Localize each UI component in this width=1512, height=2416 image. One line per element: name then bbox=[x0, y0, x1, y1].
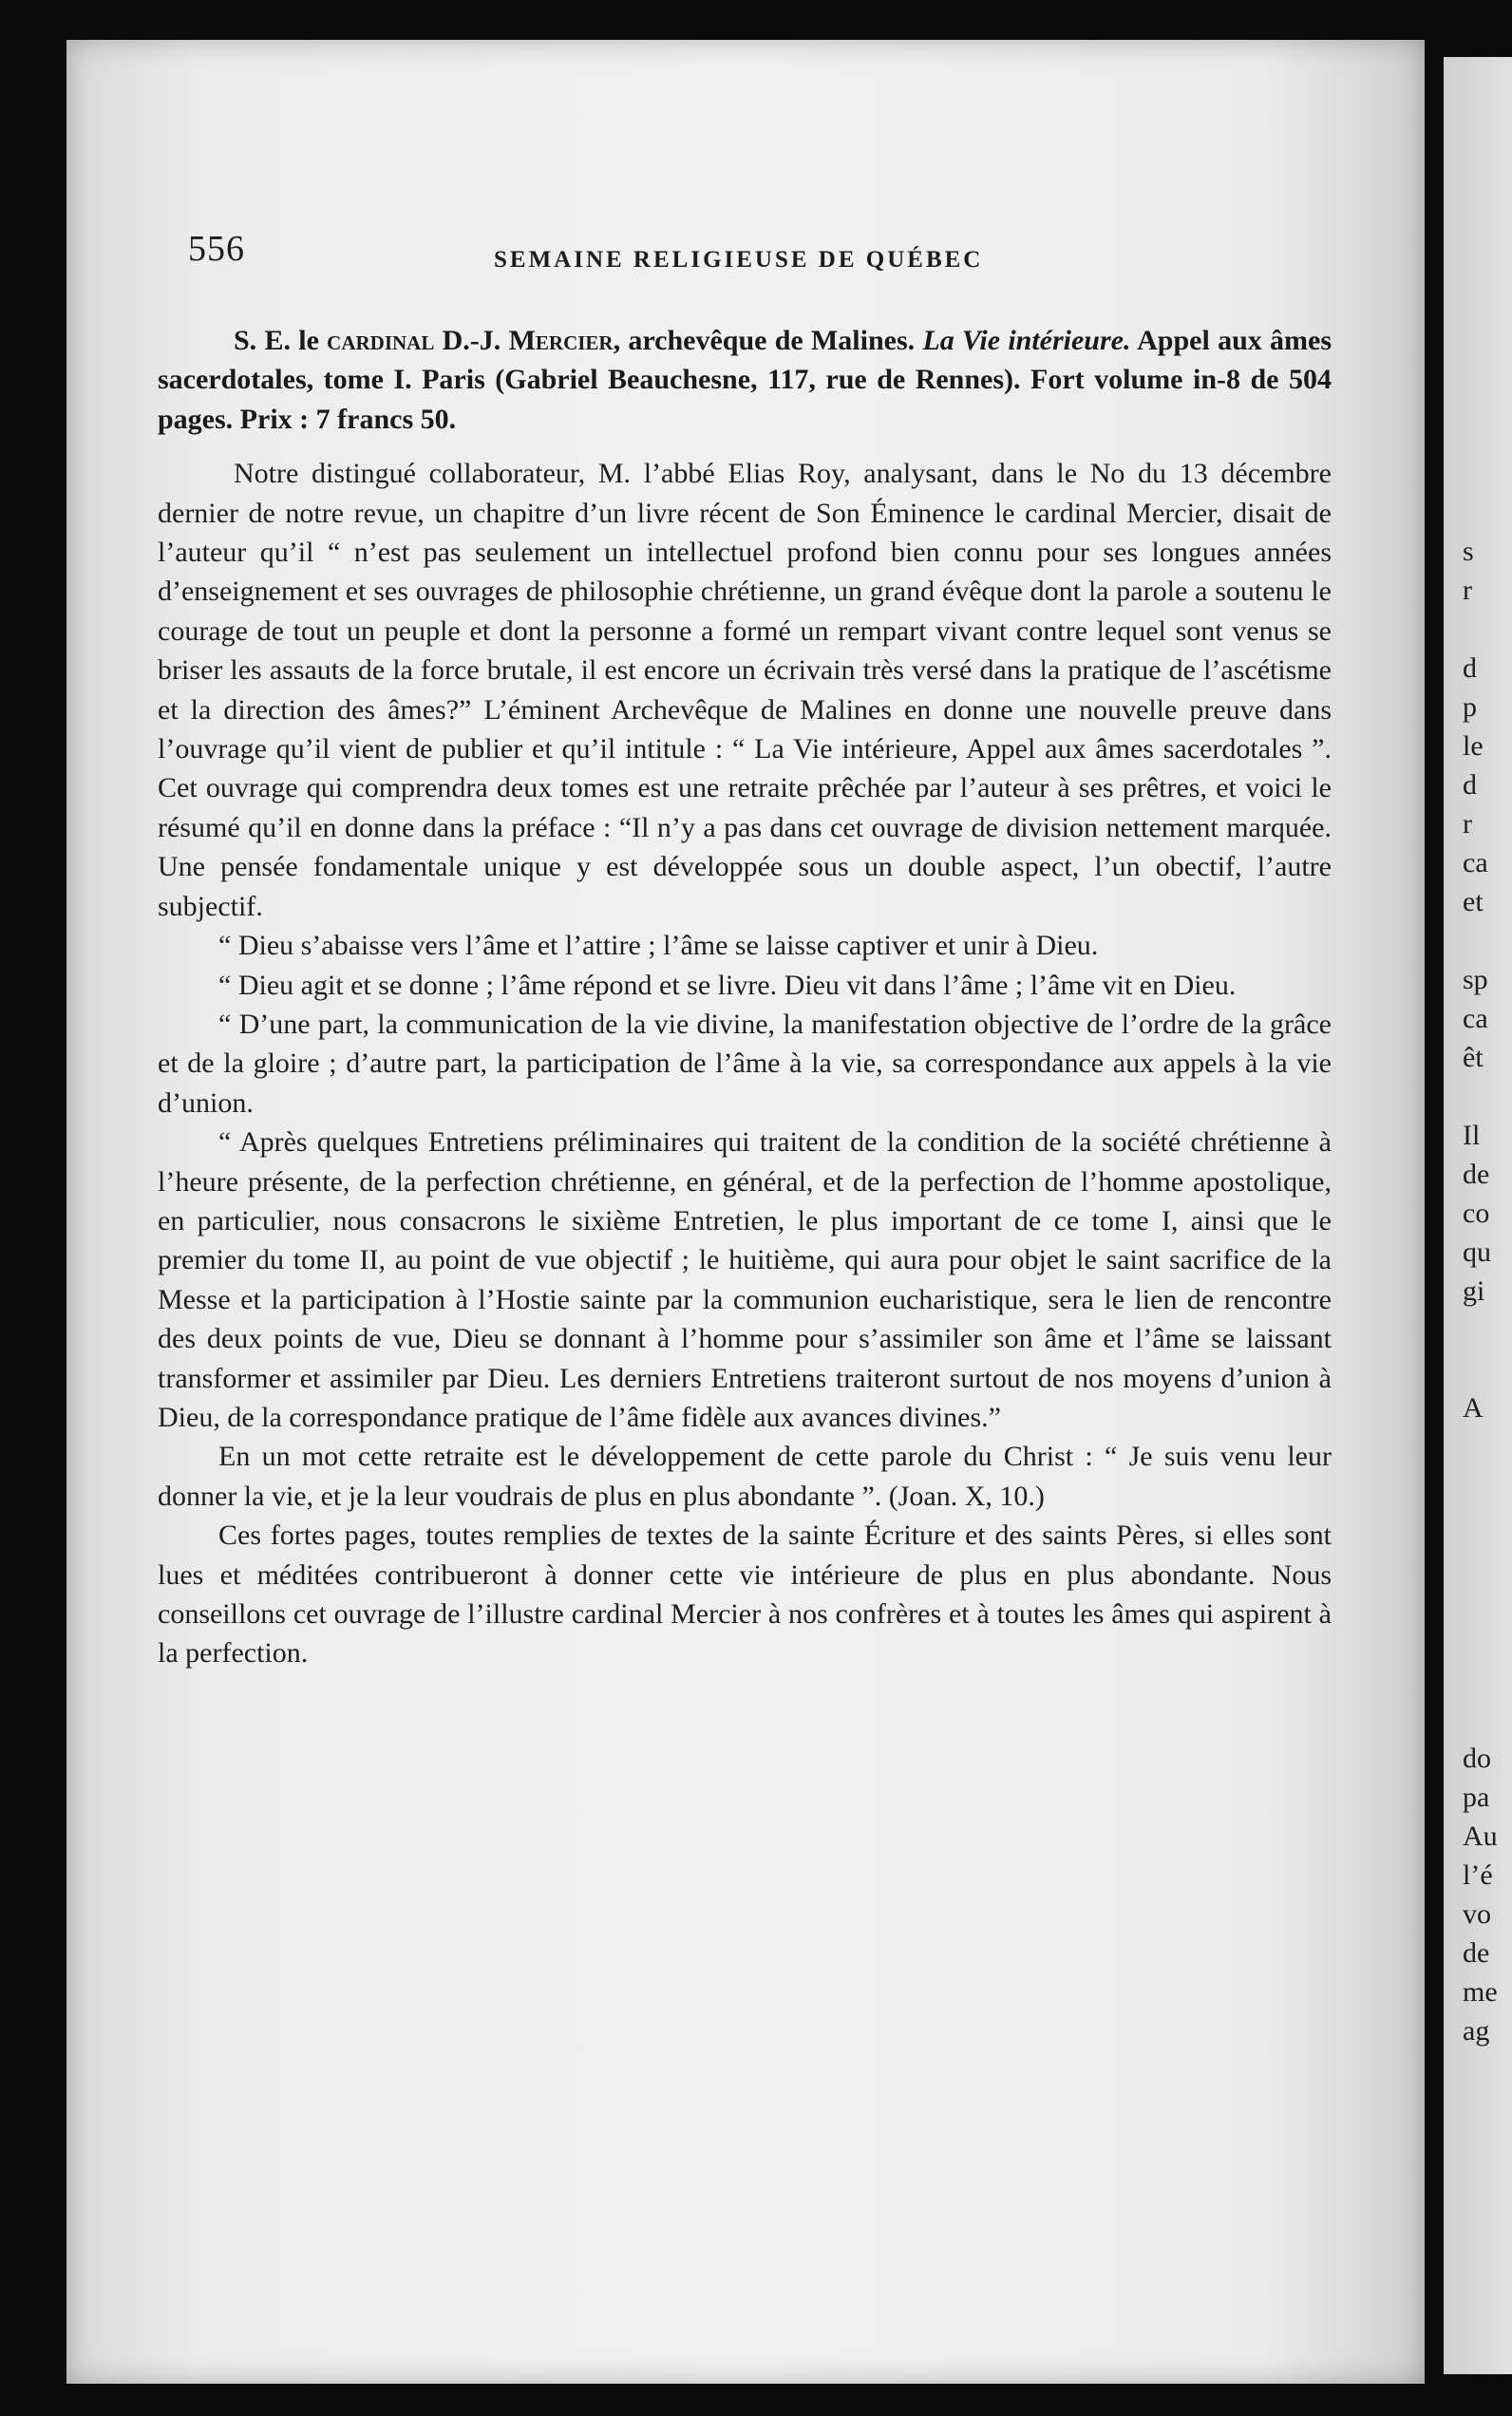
paragraph: “ Après quelques Entretiens préliminaires qui traitent de la condition de la société chrétienne à l’heure présente, de la perfection chrétienne, en général, et de la perfection de l’homme apostolique, en particulier, nous consacrons le sixième Entretien, le plus important de ce tome I, ainsi que le premier du tome II, au point de vue objectif ; le huitième, qui aura pour objet le saint sacrifice de la Messe et la participation à l’Hostie sainte par la communion eucharistique, sera le lien de rencontre des deux points de vue, Dieu se donnant à l’homme pour s’assimiler son âme et l’âme se laissant transformer et assimiler par Dieu. Les derniers Entretiens traiteront surtout de nos moyens d’union à Dieu, de la correspondance pratique de l’âme fidèle aux avances divines.” bbox=[158, 1126, 1332, 1433]
paragraph: Notre distingué collaborateur, M. l’abbé Elias Roy, analysant, dans le No du 13 décembre dernier de notre revue, un chapitre d’un livre récent de Son Éminence le cardinal Mercier, disait de l’auteur qu’il “ n’est pas seulement un intellectuel profond bien connu pour ses longues années d’enseignement et ses ouvrages de philosophie chrétienne, un grand évêque dont la parole a soutenu le courage de tout un peuple et dont la personne a formé un rempart vivant contre lequel sont venus se briser les assauts de la force brutale, il est encore un écrivain très versé dans la pratique de l’ascétisme et la direction des âmes?” L’éminent Archevêque de Malines en donne une nouvelle preuve dans l’ouvrage qu’il vient de publier et qu’il intitule : “ La Vie intérieure, Appel aux âmes sacerdotales ”. Cet ouvrage qui comprendra deux tomes est une retraite prêchée par l’auteur à ses prêtres, et voici le résumé qu’il en donne dans la préface : “Il n’y a pas dans cet ouvrage de division nettement marquée. Une pensée fondamentale unique y est développée sous un double aspect, l’un obectif, l’autre subjectif. bbox=[158, 458, 1332, 922]
paragraph: En un mot cette retraite est le développement de cette parole du Christ : “ Je suis venu leur donner la vie, et je la leur voudrais de plus en plus abondante ”. (Joan. X, 10.) bbox=[158, 1441, 1332, 1512]
book-reference: S. E. le cardinal D.-J. Mercier, archevêque de Malines. La Vie intérieure. Appel aux âmes sacerdotales, tome I. Paris (Gabriel Beauchesne, 117, rue de Rennes). Fort volume in-8 de 504 pages. Prix : 7 francs 50. bbox=[158, 325, 1332, 435]
adjacent-page-text: s r d p le d r ca et sp ca êt Il de co qu gi A do pa Au l’é vo de me ag bbox=[1463, 536, 1498, 2047]
article-body bbox=[158, 321, 1332, 1673]
book-title: La Vie intérieure. bbox=[922, 325, 1131, 356]
paragraph: Ces fortes pages, toutes remplies de textes de la sainte Écriture et des saints Pères, si elles sont lues et méditées contribueront à donner cette vie intérieure de plus en plus abondante. Nous conseillons cet ouvrage de l’illustre cardinal Mercier à nos confrères et à toutes les âmes qui aspirent à la perfection. bbox=[158, 1519, 1332, 1670]
page-number: 556 bbox=[188, 229, 245, 269]
running-title: SEMAINE RELIGIEUSE DE QUÉBEC bbox=[494, 247, 984, 273]
paragraph: “ D’une part, la communication de la vie divine, la manifestation objective de l’ordre de la grâce et de la gloire ; d’autre part, la participation de l’âme à la vie, sa correspondance aux appels à la vie d’union. bbox=[158, 1008, 1332, 1119]
paragraph: “ Dieu agit et se donne ; l’âme répond et se livre. Dieu vit dans l’âme ; l’âme vit en Dieu. bbox=[218, 969, 1237, 1001]
paragraph: “ Dieu s’abaisse vers l’âme et l’attire ; l’âme se laisse captiver et unir à Dieu. bbox=[218, 930, 1099, 962]
